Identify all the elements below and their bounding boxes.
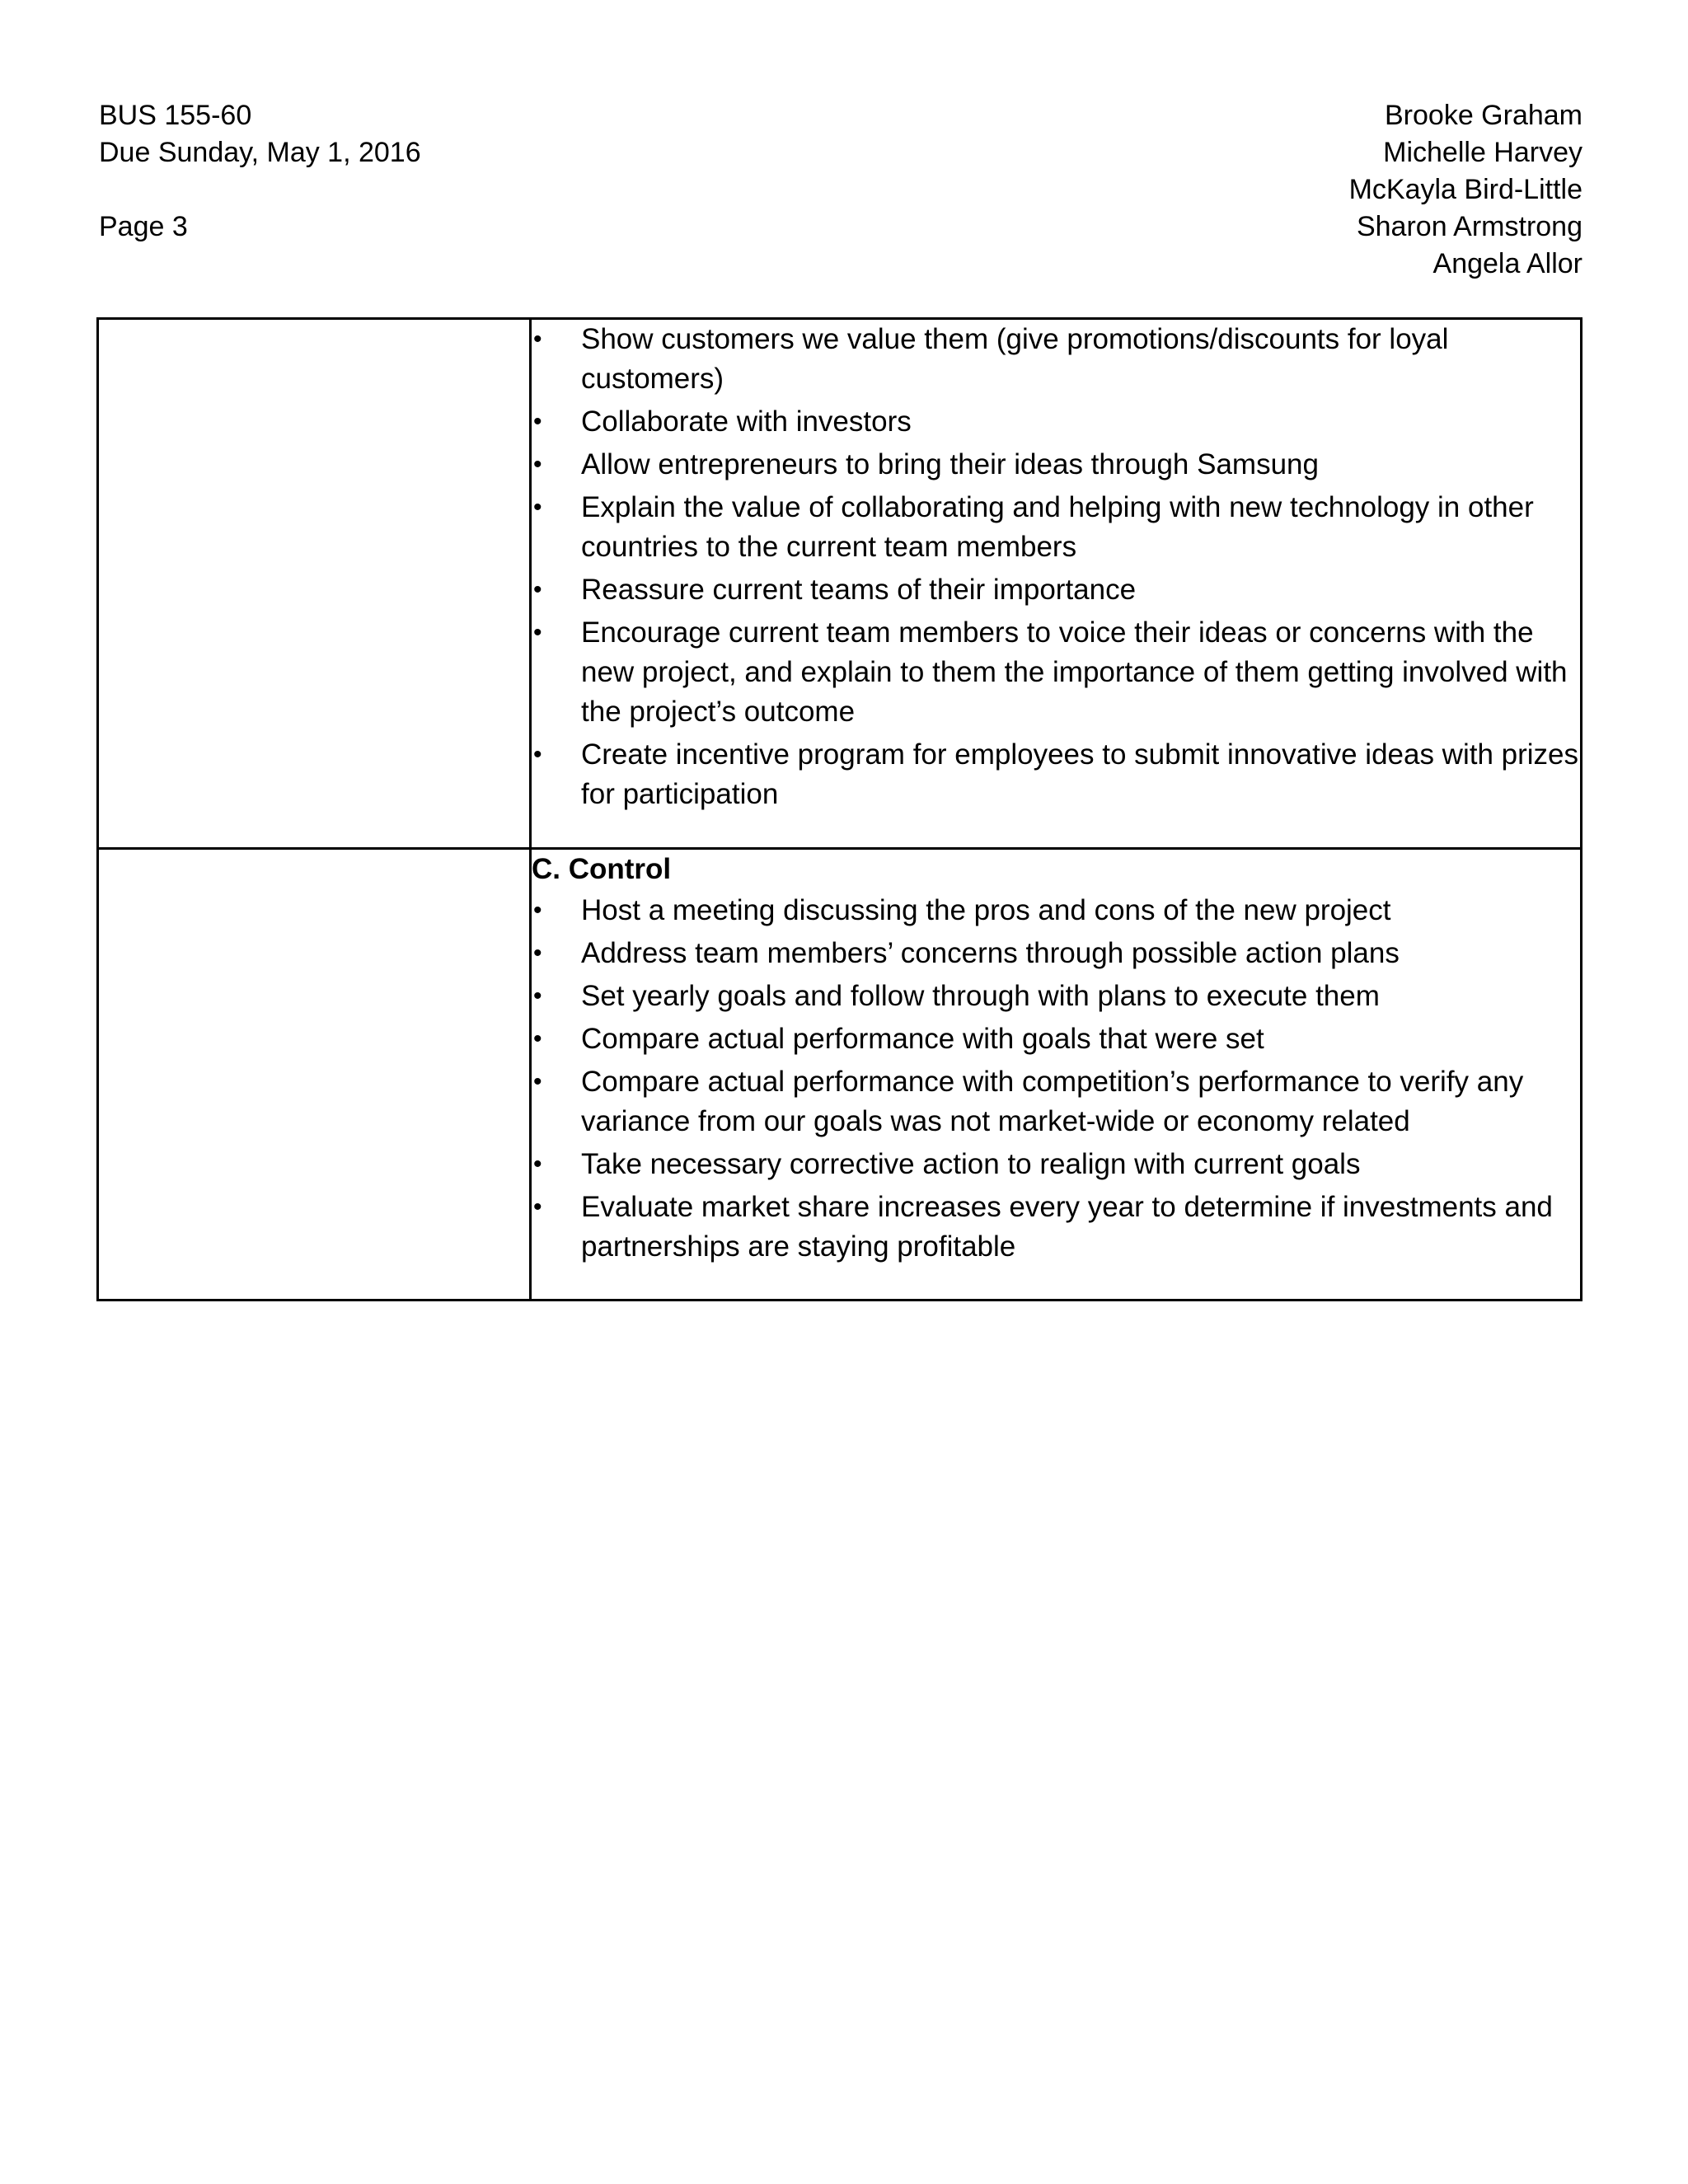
list-item (532, 613, 1580, 732)
table-row (98, 319, 1582, 849)
bullet-icon: • (533, 982, 542, 1010)
bullet-icon: • (533, 741, 542, 768)
bullet-icon: • (533, 451, 542, 478)
list-item (532, 977, 1580, 1016)
author-name: Sharon Armstrong (1356, 211, 1582, 242)
course-code: BUS 155-60 (99, 100, 252, 131)
list-item (532, 1145, 1580, 1184)
list-item-text: Reassure current teams of their importance (581, 574, 1137, 606)
bullet-list (532, 320, 1580, 814)
bullet-icon: • (533, 576, 542, 603)
table-cell-left (98, 319, 531, 849)
bullet-icon: • (533, 408, 542, 435)
list-item-text: Create incentive program for employees to submit innovative ideas with prizes for participation (581, 738, 1579, 810)
list-item (532, 1019, 1580, 1059)
author-name: Brooke Graham (1385, 100, 1582, 131)
list-item (532, 1188, 1580, 1267)
table-cell-right (531, 849, 1582, 1301)
bullet-icon: • (533, 897, 542, 924)
list-item-text: Compare actual performance with goals that were set (581, 1023, 1264, 1055)
list-item-text: Explain the value of collaborating and helping with new technology in other countries to the current team members (581, 491, 1534, 563)
plan-table (96, 317, 1582, 1301)
page-number: Page 3 (99, 211, 188, 242)
bullet-icon: • (533, 619, 542, 646)
table-cell-right (531, 319, 1582, 849)
list-item-text: Collaborate with investors (581, 405, 912, 438)
bullet-icon: • (533, 1068, 542, 1095)
header-course-info (99, 97, 841, 246)
bullet-icon: • (533, 494, 542, 521)
list-item-text: Evaluate market share increases every year to determine if investments and partnerships are staying profitable (581, 1191, 1553, 1263)
table-cell-left (98, 849, 531, 1301)
list-item (532, 488, 1580, 567)
list-item (532, 402, 1580, 442)
author-name: Angela Allor (1432, 248, 1582, 279)
list-item-text: Compare actual performance with competition’s performance to verify any variance from our goals was not market-wide or economy related (581, 1066, 1524, 1137)
header-spacer (99, 171, 841, 209)
bullet-icon: • (533, 940, 542, 967)
author-name: McKayla Bird-Little (1348, 174, 1582, 205)
bullet-icon: • (533, 1151, 542, 1178)
list-item-text: Address team members’ concerns through possible action plans (581, 937, 1400, 969)
table-row (98, 849, 1582, 1301)
bullet-icon: • (533, 326, 542, 353)
list-item-text: Host a meeting discussing the pros and cons of the new project (581, 894, 1391, 926)
list-item-text: Encourage current team members to voice their ideas or concerns with the new project, and explain to them the importance of them getting involved with the project’s outcome (581, 616, 1568, 728)
list-item-text: Show customers we value them (give promotions/discounts for loyal customers) (581, 323, 1449, 395)
list-item-text: Take necessary corrective action to realign with current goals (581, 1148, 1361, 1180)
header-authors (841, 97, 1582, 283)
list-item-text: Set yearly goals and follow through with plans to execute them (581, 980, 1380, 1012)
bullet-list (532, 891, 1580, 1267)
list-item (532, 735, 1580, 814)
list-item (532, 320, 1580, 399)
list-item (532, 934, 1580, 973)
bullet-icon: • (533, 1025, 542, 1052)
list-item (532, 1062, 1580, 1141)
list-item (532, 891, 1580, 930)
bullet-icon: • (533, 1193, 542, 1221)
list-item (532, 570, 1580, 610)
due-date: Due Sunday, May 1, 2016 (99, 137, 421, 168)
list-item-text: Allow entrepreneurs to bring their ideas through Samsung (581, 448, 1319, 480)
author-name: Michelle Harvey (1383, 137, 1582, 168)
section-heading: C. Control (532, 853, 672, 885)
list-item (532, 445, 1580, 485)
